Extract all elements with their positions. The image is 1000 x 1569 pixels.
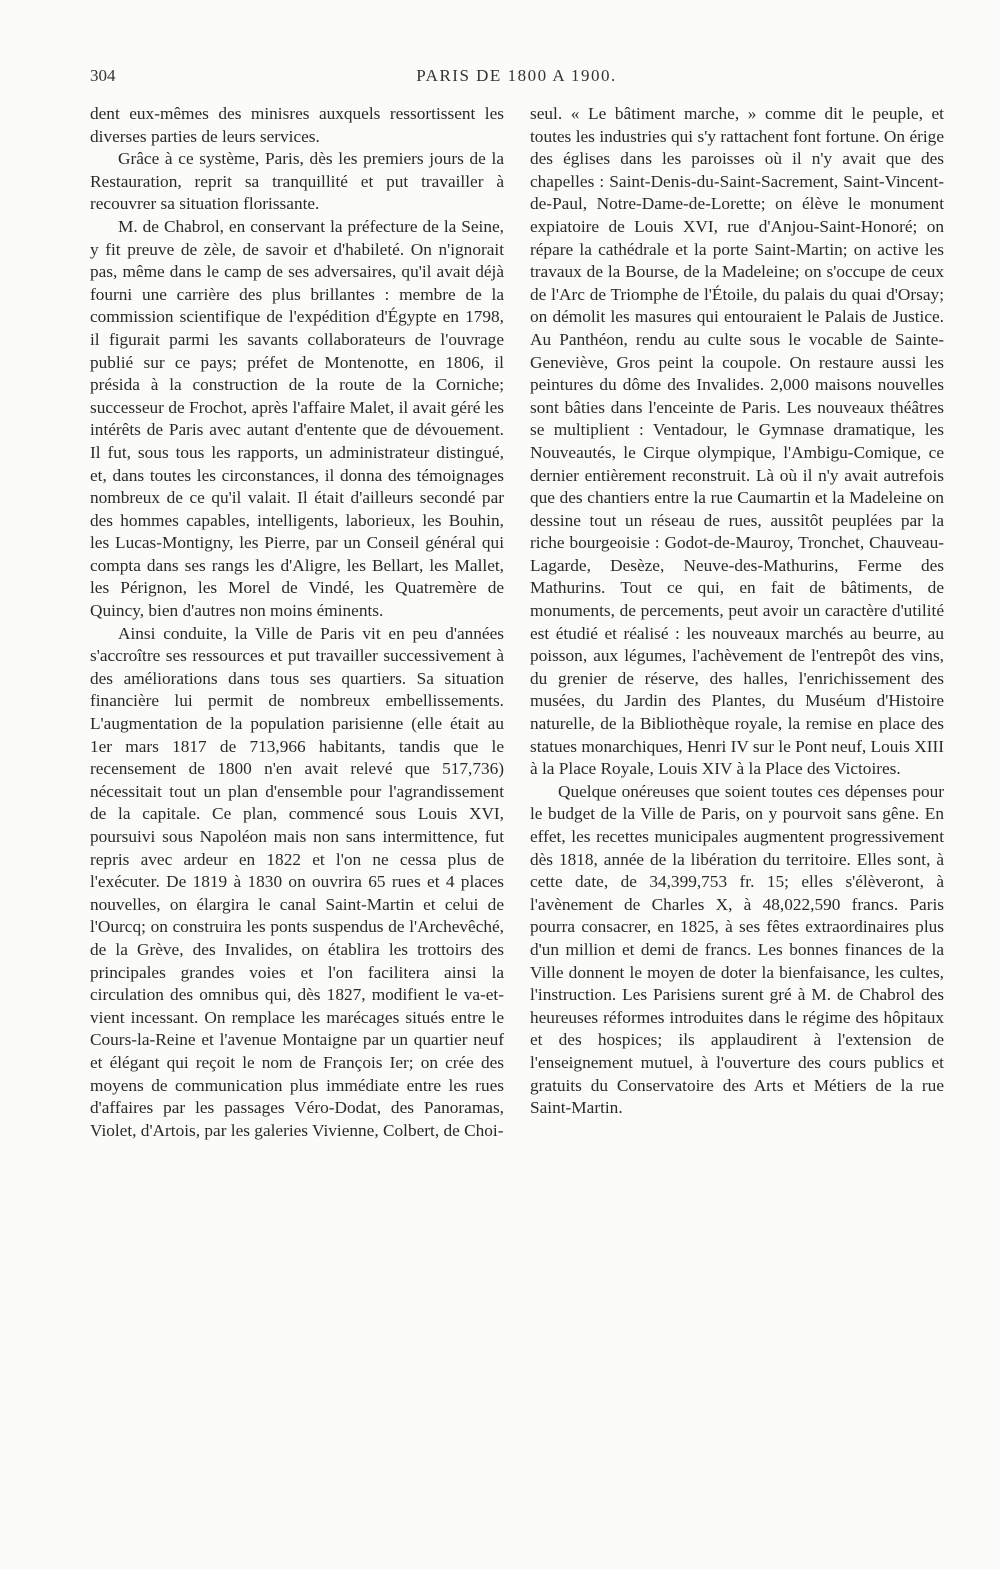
- right-column: [530, 103, 944, 1120]
- paragraph: dent eux-mêmes des minisres auxquels ressortissent les diverses parties de leurs services.: [90, 104, 504, 146]
- paragraph: Quelque onéreuses que soient toutes ces dépenses pour le budget de la Ville de Paris, on y pourvoit sans gêne. En effet, les recettes municipales augmentent progressivement dès 1818, année de la libération du territoire. Elles sont, à cette date, de 34,399,753 fr. 15; elles s'élèveront, à l'avènement de Charles X, à 48,022,590 francs. Paris pourra consacrer, en 1825, à ses fêtes extraordinaires plus d'un million et demi de francs. Les bonnes finances de la Ville donnent le moyen de doter la bienfaisance, les cultes, l'instruction. Les Parisiens surent gré à M. de Chabrol des heureuses réformes introduites dans le régime des hôpitaux et des hospices; ils applaudirent à l'extension de l'enseignement mutuel, à l'ouverture des cours publics et gratuits du Conservatoire des Arts et Métiers de la rue Saint-Martin.: [530, 781, 944, 1118]
- page-number: 304: [90, 66, 116, 85]
- left-column: [90, 103, 504, 1142]
- paragraph: M. de Chabrol, en conservant la préfecture de la Seine, y fit preuve de zèle, de savoir et d'habileté. On n'ignorait pas, même dans le camp de ses adversaires, qu'il avait déjà fourni une carrière des plus brillantes : membre de la commission scientifique de l'expédition d'Égypte en 1798, il figurait parmi les savants collaborateurs de l'ouvrage publié sur ce pays; préfet de Montenotte, en 1806, il présida à la construction de la route de la Corniche; successeur de Frochot, après l'affaire Malet, il avait géré les intérêts de Paris avec autant d'entente que de dévouement. Il fut, sous tous les rapports, un administrateur distingué, et, dans toutes les circonstances, il donna des témoignages nombreux de ce qu'il valait. Il était d'ailleurs secondé par des hommes capables, intelligents, laborieux, les Bouhin, les Lucas-Montigny, les Pierre, par un Conseil général qui compta dans ses rangs les d'Aligre, les Bellart, les Mallet, les Pérignon, les Morel de Vindé, les Quatremère de Quincy, bien d'autres non moins éminents.: [90, 216, 504, 621]
- running-title: PARIS DE 1800 A 1900.: [416, 66, 617, 85]
- paragraph: seul. « Le bâtiment marche, » comme dit le peuple, et toutes les industries qui s'y rattachent font fortune. On érige des églises dans les paroisses où il n'y avait que des chapelles : Saint-Denis-du-Saint-Sacrement, Saint-Vincent-de-Paul, Notre-Dame-de-Lorette; on élève le monument expiatoire de Louis XVI, rue d'Anjou-Saint-Honoré; on répare la cathédrale et la porte Saint-Martin; on active les travaux de la Bourse, de la Madeleine; on s'occupe de ceux de l'Arc de Triomphe de l'Étoile, du palais du quai d'Orsay; on démolit les masures qui entouraient le Palais de Justice. Au Panthéon, rendu au culte sous le vocable de Sainte-Geneviève, Gros peint la coupole. On restaure aussi les peintures du dôme des Invalides. 2,000 maisons nouvelles sont bâties dans l'enceinte de Paris. Les nouveaux théâtres se multiplient : Ventadour, le Gymnase dramatique, les Nouveautés, le Cirque olympique, l'Ambigu-Comique, ce dernier entièrement reconstruit. Là où il n'y avait autrefois que des chantiers entre la rue Caumartin et la Madeleine on dessine tout un réseau de rues, aussitôt peuplées par la riche bourgeoisie : Godot-de-Mauroy, Tronchet, Chauveau-Lagarde, Desèze, Neuve-des-Mathurins, Ferme des Mathurins. Tout ce qui, en fait de bâtiments, de monuments, de percements, peut avoir un caractère d'utilité est étudié et réalisé : les nouveaux marchés au beurre, au poisson, aux légumes, l'achèvement de l'entrepôt des vins, du grenier de réserve, des halles, l'enrichissement des musées, du Jardin des Plantes, du Muséum d'Histoire naturelle, de la Bibliothèque royale, la remise en place des statues monarchiques, Henri IV sur le Pont neuf, Louis XIII à la Place Royale, Louis XIV à la Place des Victoires.: [530, 104, 944, 779]
- page-header: [90, 66, 943, 88]
- paragraph: Grâce à ce système, Paris, dès les premiers jours de la Restauration, reprit sa tranquillité et put travailler à recouvrer sa situation florissante.: [90, 149, 504, 214]
- paragraph: Ainsi conduite, la Ville de Paris vit en peu d'années s'accroître ses ressources et put travailler successivement à des améliorations dans tous ses quartiers. Sa situation financière lui permit de nombreux embellissements. L'augmentation de la population parisienne (elle était au 1er mars 1817 de 713,966 habitants, tandis que le recensement de 1800 n'en avait relevé que 517,736) nécessitait tout un plan d'ensemble pour l'agrandissement de la capitale. Ce plan, commencé sous Louis XVI, poursuivi sous Napoléon mais non sans intermittence, fut repris avec ardeur en 1822 et l'on ne cessa plus de l'exécuter. De 1819 à 1830 on ouvrira 65 rues et 4 places nouvelles, on élargira le canal Saint-Martin et celui de l'Ourcq; on construira les ponts suspendus de l'Archevêché, de la Grève, des Invalides, on établira les trottoirs des principales grandes voies et l'on facilitera ainsi la circulation des omnibus qui, dès 1827, modifient le va-et-vient incessant. On remplace les marécages situés entre le Cours-la-Reine et l'avenue Montaigne par un quartier neuf et élégant qui reçoit le nom de François Ier; on crée des moyens de communication plus immédiate entre les rues d'affaires par les passages Véro-Dodat, des Panoramas, Violet, d'Artois, par les galeries Vivienne, Colbert, de Choi-: [90, 623, 504, 1140]
